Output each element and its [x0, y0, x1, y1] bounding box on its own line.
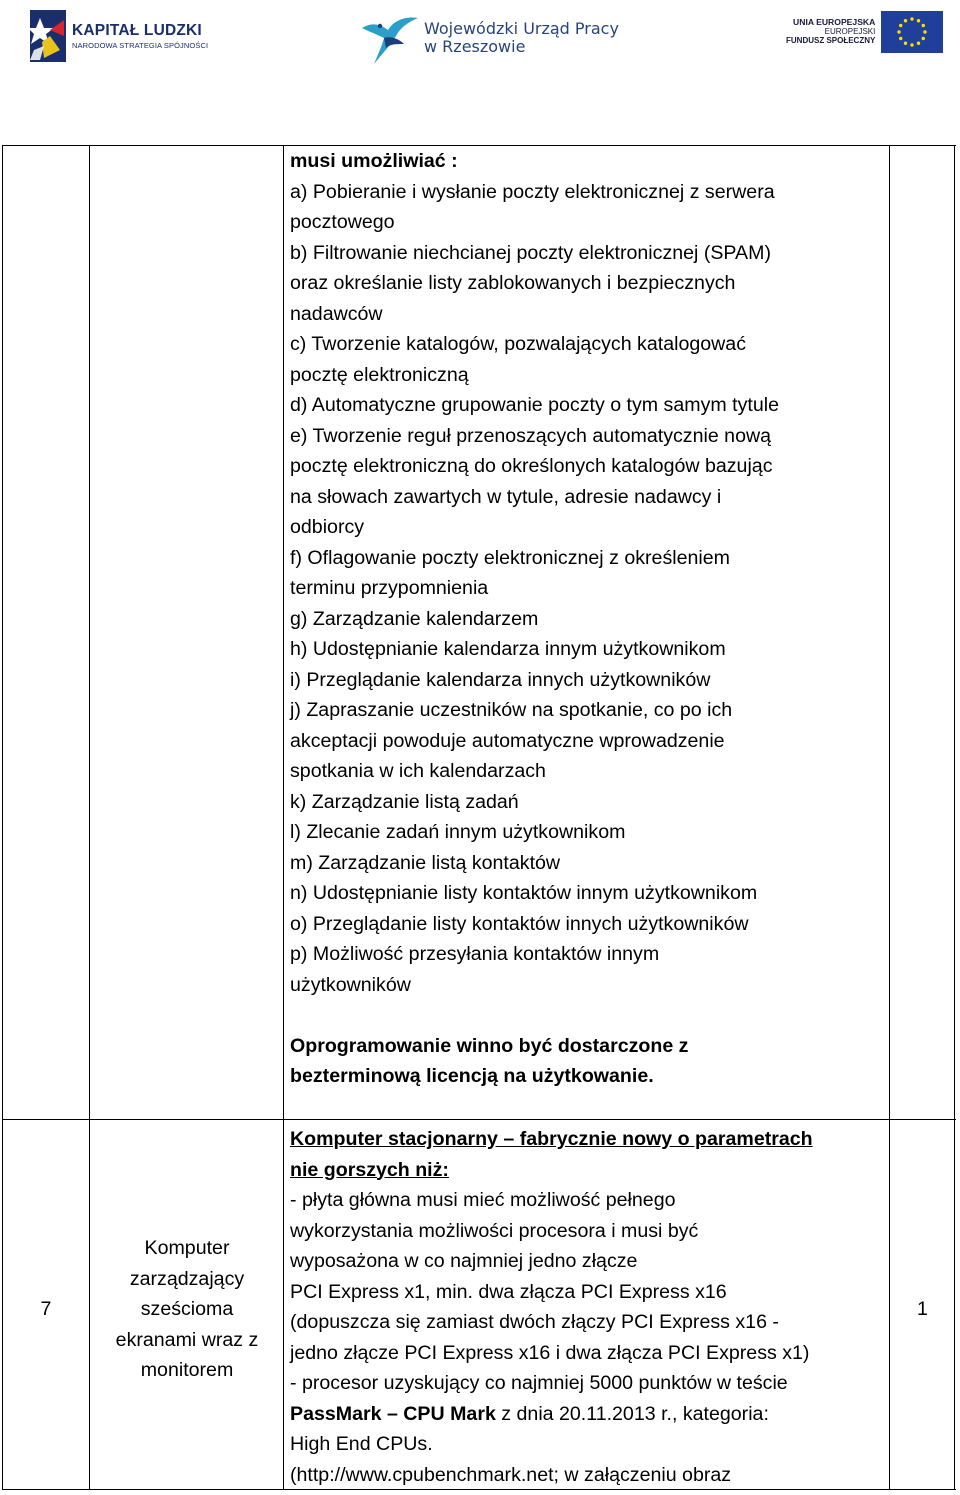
wup-line-1: Wojewódzki Urząd Pracy — [424, 18, 619, 38]
spec-line: - procesor uzyskujący co najmniej 5000 punktów w teście — [290, 1372, 788, 1394]
item-name-line: sześcioma — [140, 1298, 234, 1320]
row7-specification — [290, 1124, 813, 1490]
col-border-3 — [889, 145, 890, 1490]
spec-line: wykorzystania możliwości procesora i musi być — [290, 1219, 699, 1242]
eu-line-2: EUROPEJSKI — [824, 26, 876, 36]
feature-list-line: o) Przeglądanie listy kontaktów innych użytkowników — [290, 912, 749, 935]
feature-list-line: e) Tworzenie reguł przenoszących automatycznie nową — [290, 424, 772, 447]
feature-list-line: h) Udostępnianie kalendarza innym użytkownikom — [290, 638, 726, 660]
passmark-bold: PassMark – CPU Mark — [290, 1402, 496, 1425]
kapital-ludzki-subtitle: NARODOWA STRATEGIA SPÓJNOŚCI — [72, 41, 209, 50]
feature-list-line: użytkowników — [290, 973, 411, 996]
spec-line: PCI Express x1, min. dwa złącza PCI Express x16 — [290, 1280, 727, 1303]
license-line-2: bezterminową licencją na użytkowanie. — [290, 1065, 654, 1087]
eu-star-icon — [899, 24, 902, 27]
eu-star-icon — [917, 42, 920, 45]
eu-logo — [786, 10, 943, 54]
item-name-line: zarządzający — [129, 1267, 245, 1290]
feature-list-line: odbiorcy — [290, 516, 365, 538]
feature-list-line: oraz określanie listy zablokowanych i bezpiecznych — [290, 272, 736, 294]
eu-flag-icon — [881, 11, 943, 53]
wup-line-2: w Rzeszowie — [424, 37, 526, 56]
specification-table — [2, 145, 956, 1495]
feature-list-line: na słowach zawartych w tytule, adresie nadawcy i — [290, 485, 722, 508]
item-name-line: ekranami wraz z — [115, 1328, 259, 1351]
feature-list-line: m) Zarządzanie listą kontaktów — [290, 851, 561, 874]
eu-star-icon — [922, 37, 925, 40]
feature-list-line: i) Przeglądanie kalendarza innych użytkowników — [290, 668, 711, 691]
spec-heading-1: Komputer stacjonarny – fabrycznie nowy o parametrach — [290, 1128, 813, 1150]
kapital-ludzki-logo — [30, 8, 208, 64]
feature-list-line: k) Zarządzanie listą zadań — [290, 790, 519, 813]
eu-line-1: UNIA EUROPEJSKA — [793, 17, 876, 28]
spec-line: jedno złącze PCI Express x16 i dwa złącza PCI Express x1) — [290, 1341, 810, 1364]
col-border-right — [954, 145, 955, 1490]
eu-star-icon — [899, 37, 902, 40]
row7-item-name — [90, 1233, 284, 1386]
spec-line-list — [290, 1185, 813, 1399]
kapital-ludzki-emblem-icon — [30, 10, 66, 62]
feature-list-line: b) Filtrowanie niechcianej poczty elektronicznej (SPAM) — [290, 241, 771, 264]
license-line-1: Oprogramowanie winno być dostarczone z — [290, 1034, 689, 1057]
feature-list-line: g) Zarządzanie kalendarzem — [290, 607, 539, 630]
spec-line: (http://www.cpubenchmark.net; w załączeniu obraz — [290, 1463, 732, 1486]
eu-line-3: FUNDUSZ SPOŁECZNY — [786, 35, 876, 45]
eu-star-icon — [917, 19, 920, 22]
row7-quantity: 1 — [917, 1298, 928, 1320]
spec-passmark-line — [290, 1399, 813, 1430]
spec-heading-2: nie gorszych niż: — [290, 1158, 449, 1181]
eu-star-icon — [911, 43, 914, 46]
feature-list-line: pocztowego — [290, 211, 395, 233]
spec-line: wyposażona w co najmniej jedno złącze — [290, 1250, 638, 1272]
item-name-line: monitorem — [140, 1359, 234, 1381]
prev-row-description — [290, 146, 779, 1092]
wup-logo — [360, 10, 619, 66]
feature-list-line: pocztę elektroniczną — [290, 363, 469, 386]
spec-line: (dopuszcza się zamiast dwóch złączy PCI Express x16 - — [290, 1311, 779, 1333]
feature-list-line: f) Oflagowanie poczty elektronicznej z określeniem — [290, 546, 730, 569]
eu-star-icon — [904, 42, 907, 45]
wup-bird-icon — [360, 10, 420, 66]
feature-list-line: n) Udostępnianie listy kontaktów innym użytkownikom — [290, 882, 758, 904]
eu-star-icon — [898, 30, 901, 33]
feature-list-line: c) Tworzenie katalogów, pozwalających katalogować — [290, 333, 746, 355]
eu-star-icon — [911, 17, 914, 20]
feature-list-line: d) Automatyczne grupowanie poczty o tym samym tytule — [290, 394, 779, 416]
prev-row-lead: musi umożliwiać : — [290, 150, 458, 172]
feature-list-line: a) Pobieranie i wysłanie poczty elektronicznej z serwera — [290, 180, 775, 203]
spec-line: - płyta główna musi mieć możliwość pełnego — [290, 1189, 676, 1211]
eu-star-icon — [904, 19, 907, 22]
feature-list-line: p) Możliwość przesyłania kontaktów innym — [290, 943, 660, 965]
feature-list-line: l) Zlecanie zadań innym użytkownikom — [290, 821, 626, 843]
passmark-rest: z dnia 20.11.2013 r., kategoria: — [495, 1402, 769, 1425]
item-name-line: Komputer — [144, 1237, 230, 1259]
row7-number: 7 — [40, 1298, 52, 1320]
spacer — [290, 1000, 779, 1031]
eu-star-icon — [924, 30, 927, 33]
feature-list-line: spotkania w ich kalendarzach — [290, 760, 546, 782]
feature-list-line: terminu przypomnienia — [290, 577, 489, 599]
feature-list-line: akceptacji powoduje automatyczne wprowadzenie — [290, 729, 725, 752]
eu-star-icon — [922, 24, 925, 27]
feature-list-line: pocztę elektroniczną do określonych katalogów bazując — [290, 455, 773, 477]
row-divider — [2, 1119, 956, 1120]
col-border-left — [2, 145, 3, 1490]
feature-list-line: nadawców — [290, 302, 383, 325]
feature-list-line: j) Zapraszanie uczestników na spotkanie, co po ich — [290, 699, 733, 721]
kapital-ludzki-title: KAPITAŁ LUDZKI — [72, 21, 202, 39]
prev-row-feature-list — [290, 177, 779, 1001]
spec-tail-list — [290, 1429, 813, 1490]
spec-line: High End CPUs. — [290, 1433, 433, 1455]
